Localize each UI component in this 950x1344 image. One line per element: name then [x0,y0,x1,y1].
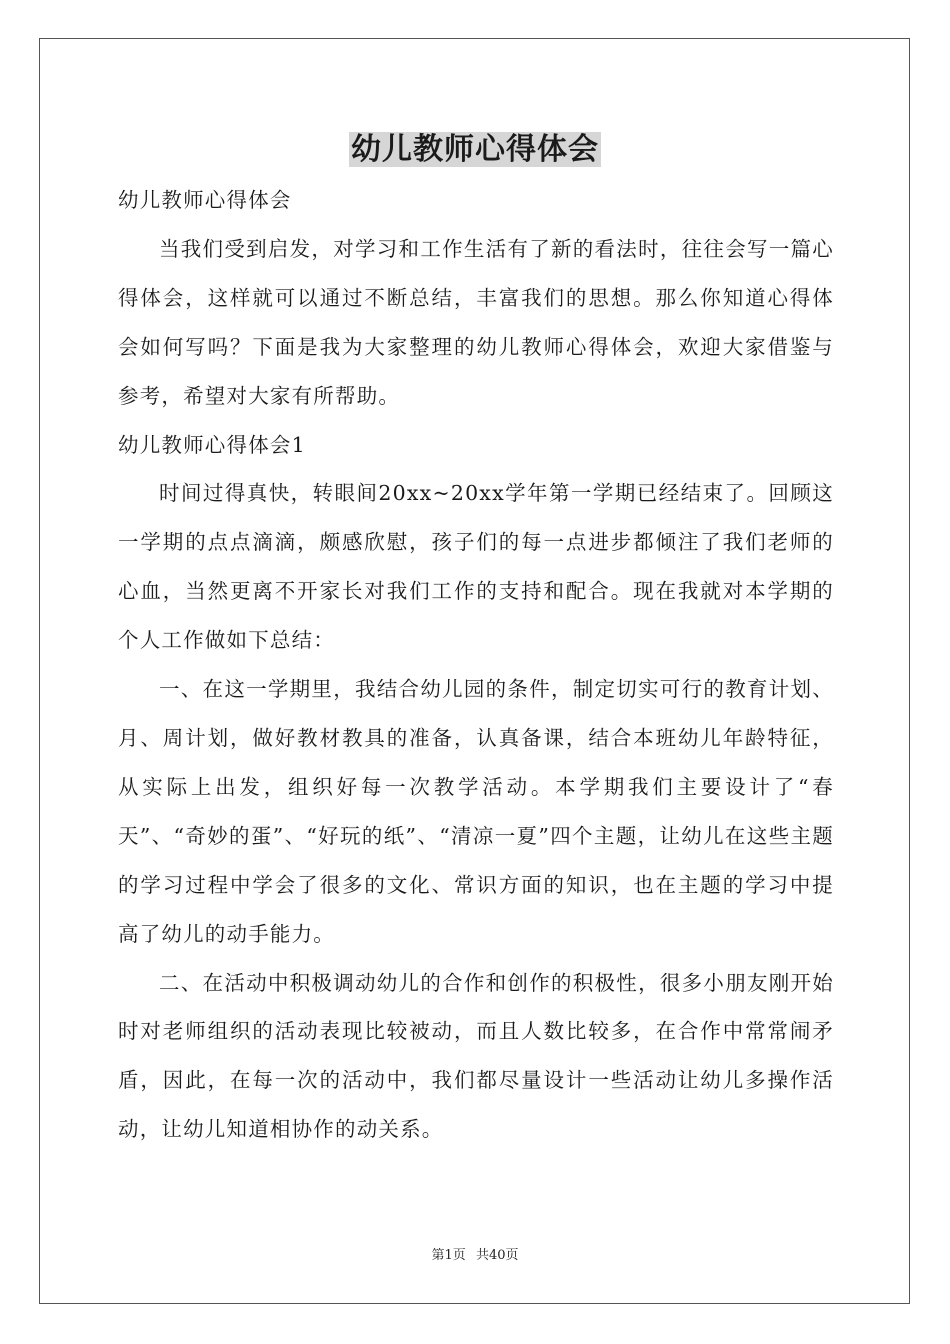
paragraph: 当我们受到启发，对学习和工作生活有了新的看法时，往往会写一篇心得体会，这样就可以通过不断总结，丰富我们的思想。那么你知道心得体会如何写吗？下面是我为大家整理的幼儿教师心得体会，欢迎大家借鉴与参考，希望对大家有所帮助。 [118,236,834,408]
page-total: 共40页 [475,1248,519,1263]
document-title [0,128,950,172]
paragraph: 幼儿教师心得体会 [118,188,292,212]
paragraph: 二、在活动中积极调动幼儿的合作和创作的积极性，很多小朋友刚开始时对老师组织的活动表现比较被动，而且人数比较多，在合作中常常闹矛盾，因此，在每一次的活动中，我们都尽量设计一些活动让幼儿多操作活动，让幼儿知道相协作的动关系。 [118,970,834,1142]
page-number: 第1页 [431,1248,466,1263]
paragraph: 幼儿教师心得体会1 [118,432,306,457]
paragraph: 一、在这一学期里，我结合幼儿园的条件，制定切实可行的教育计划、月、周计划，做好教材教具的准备，认真备课，结合本班幼儿年龄特征，从实际上出发，组织好每一次教学活动。本学期我们主要设计了“春天”、“奇妙的蛋”、“好玩的纸”、“清凉一夏”四个主题，让幼儿在这些主题的学习过程中学会了很多的文化、常识方面的知识，也在主题的学习中提高了幼儿的动手能力。 [118,677,834,946]
page-footer [0,1247,950,1265]
document-title-text: 幼儿教师心得体会 [351,132,599,167]
paragraph: 时间过得真快，转眼间20xx~20xx学年第一学期已经结束了。回顾这一学期的点点滴滴，颇感欣慰，孩子们的每一点进步都倾注了我们老师的心血，当然更离不开家长对我们工作的支持和配合。现在我就对本学期的个人工作做如下总结： [118,481,834,653]
document-body [118,176,834,1154]
